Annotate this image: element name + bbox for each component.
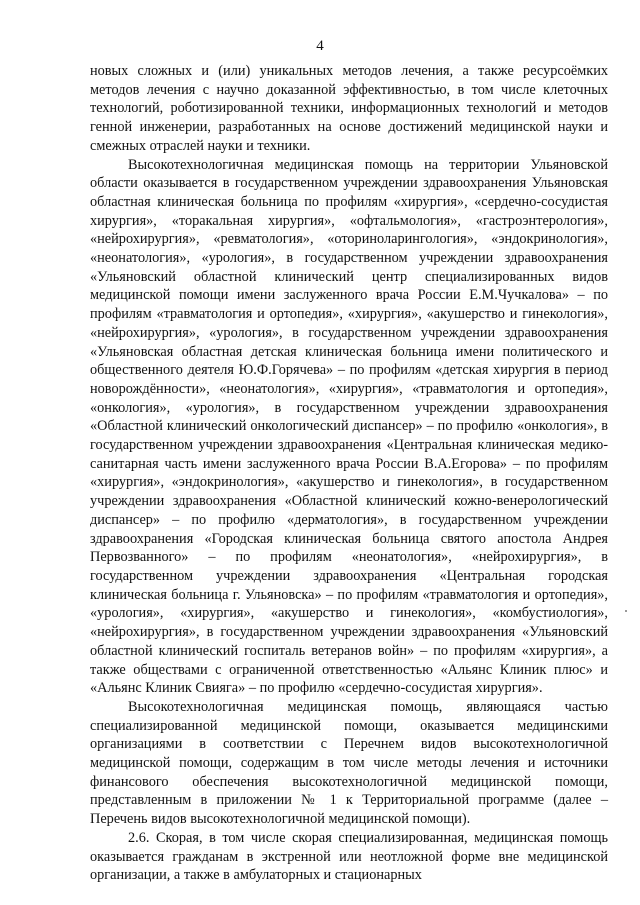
paragraph-continuation: новых сложных и (или) уникальных методов лечения, а также ресурсоёмких методов лечения с научно доказанной эффективностью, в том числе клеточных технологий, роботизированной техники, информационных технологий и методов генной инженерии, разработанных на основе достижений медицинской науки и смежных отраслей науки и техники. — [90, 63, 608, 154]
page-number: 4 — [316, 38, 324, 54]
scan-speck — [625, 610, 627, 612]
paragraph-hightech-care-facilities: Высокотехнологичная медицинская помощь на территории Ульяновской области оказывается в государственном учреждении здравоохранения Ульяновская областная клиническая больница по профилям «хирургия», «сердечно-сосудистая хирургия», «торакальная хирургия», «офтальмология», «гастроэнтерология», «нейрохирургия», «ревматология», «оториноларингология», «эндокринология», «неонатология», «урология», в государственном учреждении здравоохранения «Ульяновский областной клинический центр специализированных видов медицинской помощи имени заслуженного врача России Е.М.Чучкалова» – по профилям «травматология и ортопедия», «хирургия», «акушерство и гинекология», «нейрохирургия», «урология», в государственном учреждении здравоохранения «Ульяновская областная детская клиническая больница имени политического и общественного деятеля Ю.Ф.Горячева» – по профилям «детская хирургия в период новорождённости», «неонатология», «хирургия», «травматология и ортопедия», «онкология», «урология», в государственном учреждении здравоохранения «Областной клинический онкологический диспансер» – по профилю «онкология», в государственном учреждении здравоохранения «Центральная клиническая медико-санитарная часть имени заслуженного врача России В.А.Егорова» – по профилям «хирургия», «эндокринология», «акушерство и гинекология», в государственном учреждении здравоохранения «Областной клинический кожно-венерологический диспансер» – по профилю «дерматология», в государственном учреждении здравоохранения «Городская клиническая больница святого апостола Андрея Первозванного» – по профилям «неонатология», «нейрохирургия», в государственном учреждении здравоохранения «Центральная городская клиническая больница г. Ульяновска» – по профилям «травматология и ортопедия», «урология», «хирургия», «акушерство и гинекология», «комбустиология», «нейрохирургия», в государственном учреждении здравоохранения «Ульяновский областной клинический госпиталь ветеранов войн» – по профилям «хирургия», а также обществами с ограниченной ответственностью «Альянс Клиник плюс» и «Альянс Клиник Свияга» – по профилю «сердечно-сосудистая хирургия». — [90, 156, 608, 697]
document-body — [90, 62, 608, 885]
paragraph-hightech-care-list: Высокотехнологичная медицинская помощь, являющаяся частью специализированной медицинской помощи, оказывается медицинскими организациями в соответствии с Перечнем видов высокотехнологичной медицинской помощи, содержащим в том числе методы лечения и источники финансового обеспечения высокотехнологичной медицинской помощи, представленным в приложении № 1 к Территориальной программе (далее – Перечень видов высокотехнологичной медицинской помощи). — [90, 698, 608, 828]
paragraph-emergency-care: 2.6. Скорая, в том числе скорая специализированная, медицинская помощь оказывается гражданам в экстренной или неотложной форме вне медицинской организации, а также в амбулаторных и стационарных — [90, 829, 608, 884]
